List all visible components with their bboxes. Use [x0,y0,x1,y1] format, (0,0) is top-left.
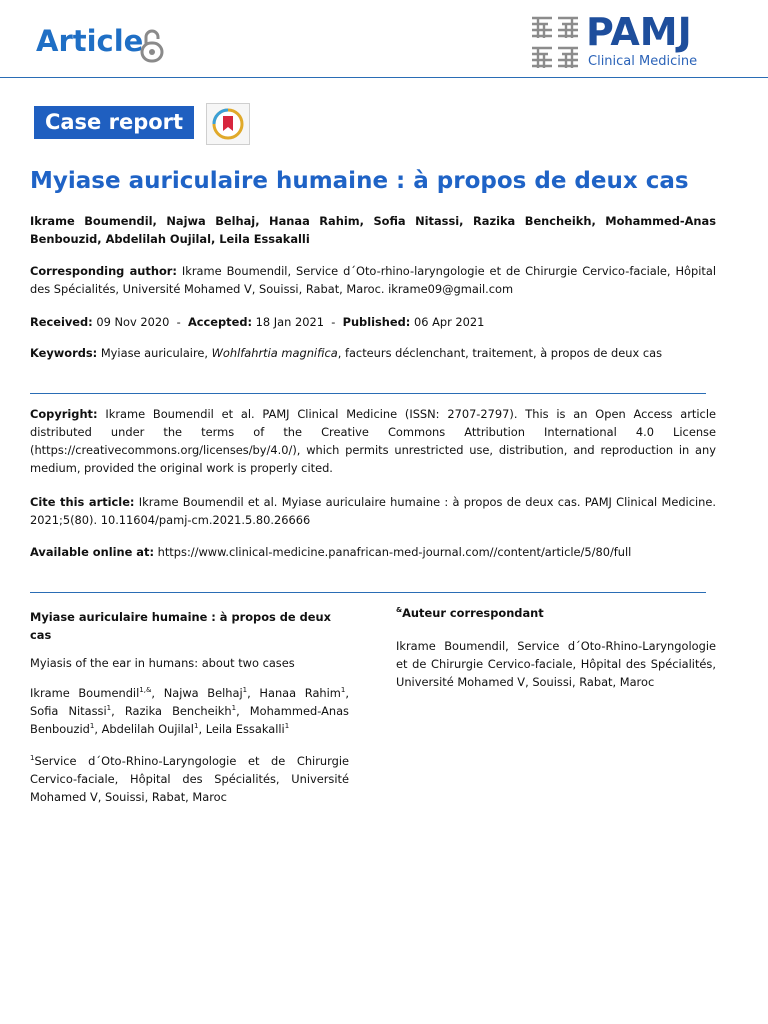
author-name: Najwa Belhaj [163,686,243,700]
published-label: Published: [342,315,411,329]
corresponding-label: Corresponding author: [30,264,177,278]
author-sup: 1 [193,722,199,731]
pamj-mark-icon [530,16,580,70]
copyright-notice [30,405,716,477]
journal-name: PAMJ [586,10,692,54]
copyright-label: Copyright: [30,407,98,421]
author-name: Sofia Nitassi [30,704,107,718]
copyright-text: Ikrame Boumendil et al. PAMJ Clinical Medicine (ISSN: 2707-2797). This is an Open Access article distributed under the terms of the Creative Commons Attribution International 4.0 License (https://creativecommons.org/licenses/by/4.0/), which permits unrestricted use, distribution, and reproduction in any medium, provided the original work is properly cited. [30,407,716,475]
journal-subtitle: Clinical Medicine [588,54,698,69]
correspondent-sup: & [396,606,403,615]
right-column [396,604,716,691]
article-dates [30,313,716,331]
author-sup: 1 [89,722,95,731]
author-sup: 1 [340,686,346,695]
section-divider [30,592,706,593]
author-list: Ikrame Boumendil, Najwa Belhaj, Hanaa Rahim, Sofia Nitassi, Razika Bencheikh, Mohammed-Anas Benbouzid, Abdelilah Oujilal, Leila Essakalli [30,214,716,246]
left-column [30,606,349,806]
author-sup: 1 [106,704,112,713]
author-sup: 1 [284,722,290,731]
correspondent-heading [396,604,716,622]
keywords-species: Wohlfahrtia magnifica [211,346,338,360]
journal-logo[interactable] [530,10,720,72]
french-title: Myiase auriculaire humaine : à propos de deux cas [30,610,331,642]
correspondent-heading-text: Auteur correspondant [402,606,544,620]
article-label: Article [36,24,144,58]
accepted-date: 18 Jan 2021 [255,315,324,329]
section-divider [30,393,706,394]
keywords-part1: Myiase auriculaire, [100,346,209,360]
received-label: Received: [30,315,93,329]
author-name: Mohammed-Anas Benbouzid [30,704,349,736]
date-separator: - [331,315,336,329]
author-name: Razika Bencheikh [124,704,232,718]
date-separator: - [176,315,181,329]
available-label: Available online at: [30,545,154,559]
header-divider [0,77,768,78]
english-title: Myiasis of the ear in humans: about two cases [30,656,295,670]
affiliation-sup: 1 [30,754,35,763]
keywords [30,344,716,362]
author-sup: 1,& [139,686,152,695]
author-name: Hanaa Rahim [259,686,341,700]
author-name: Abdelilah Oujilal [101,722,194,736]
affiliation-text: Service d´Oto-Rhino-Laryngologie et de Chirurgie Cervico-faciale, Hôpital des Spécialités, Université Mohamed V, Souissi, Rabat, Maroc [30,754,349,804]
author-name: Leila Essakalli [205,722,285,736]
available-online [30,543,716,561]
correspondent-text: Ikrame Boumendil, Service d´Oto-Rhino-Laryngologie et de Chirurgie Cervico-faciale, Hôpital des Spécialités, Université Mohamed V, Souissi, Rabat, Maroc [396,639,716,689]
author-name: Ikrame Boumendil [30,686,140,700]
citation [30,493,716,529]
article-type-badge: Case report [34,106,194,139]
cite-text: Ikrame Boumendil et al. Myiase auriculaire humaine : à propos de deux cas. PAMJ Clinical Medicine. 2021;5(80). 10.11604/pamj-cm.2021.5.80.26666 [30,495,716,527]
column-author-list: Ikrame Boumendil$^{1,\&}$, Najwa Belhaj$^1$, Hanaa Rahim$^1$, Sofia Nitassi$^1$, Razika Bencheikh$^1$, Mohammed-Anas Benbouzid$^1$, Abdelilah Oujilal$^1$, Leila Essakalli$^1$ [30,686,349,736]
crossmark-button[interactable] [206,103,250,145]
crossmark-icon [207,104,249,144]
article-title: Myiase auriculaire humaine : à propos de deux cas [30,168,689,194]
corresponding-text: Ikrame Boumendil, Service d´Oto-rhino-laryngologie et de Chirurgie Cervico-faciale, Hôpital des Spécialités, Université Mohamed V, Souissi, Rabat, Maroc. ikrame09@gmail.com [30,264,716,296]
accepted-label: Accepted: [187,315,253,329]
affiliation [30,752,349,806]
cite-label: Cite this article: [30,495,135,509]
keywords-part2: , facteurs déclenchant, traitement, à propos de deux cas [337,346,663,360]
published-date: 06 Apr 2021 [413,315,485,329]
open-access-lock-icon [139,28,165,64]
received-date: 09 Nov 2020 [96,315,170,329]
keywords-label: Keywords: [30,346,98,360]
author-sup: 1 [231,704,237,713]
author-sup: 1 [242,686,248,695]
available-url[interactable]: https://www.clinical-medicine.panafrican-med-journal.com//content/article/5/80/full [157,545,632,559]
corresponding-author [30,262,716,298]
